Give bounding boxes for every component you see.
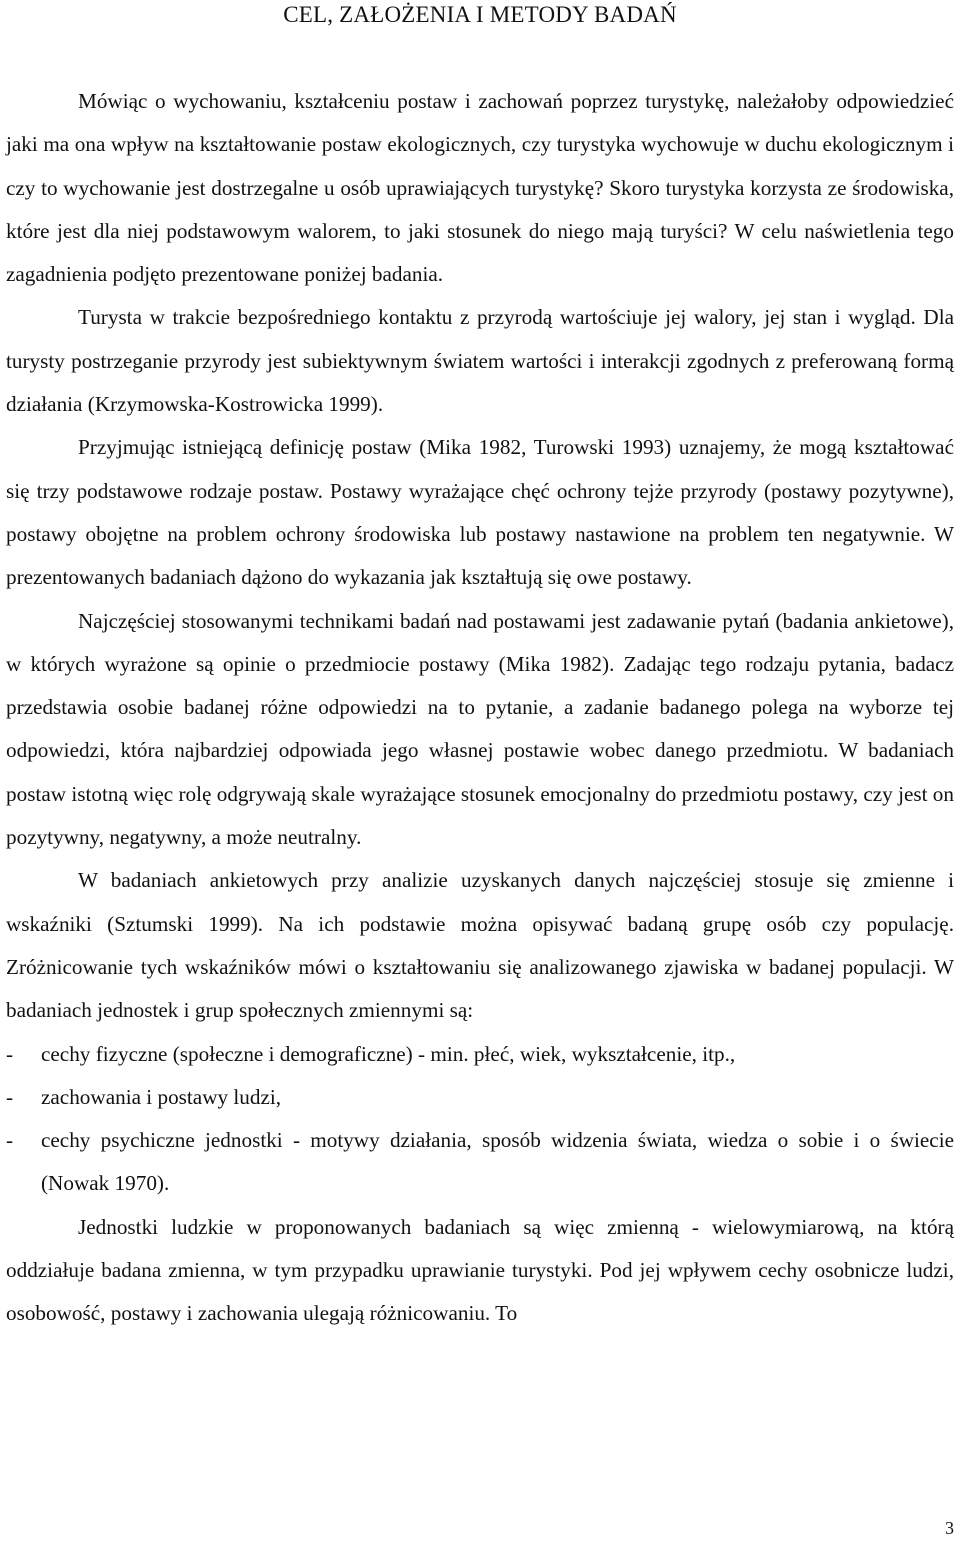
list-dash: - (6, 1128, 14, 1153)
paragraph: W badaniach ankietowych przy analizie uzyskanych danych najczęściej stosuje się zmienne i wskaźniki (Sztumski 1999). Na ich podstawie można opisywać badaną grupę osób czy populację. Zróżnicowanie tych wskaźników mówi o kształtowaniu się analizowanego zjawiska w badanej populacji. W badaniach jednostek i grup społecznych zmiennymi są: (6, 868, 954, 1023)
list-dash: - (6, 1084, 14, 1109)
variables-list (6, 1033, 954, 1206)
list-item-text: cechy psychiczne jednostki - motywy działania, sposób widzenia świata, wiedza o sobie i o świecie (Nowak 1970). (41, 1128, 954, 1196)
list-dash: - (6, 1041, 14, 1066)
chapter-title: CEL, ZAŁOŻENIA I METODY BADAŃ (283, 2, 677, 27)
paragraph: Przyjmując istniejącą definicję postaw (Mika 1982, Turowski 1993) uznajemy, że mogą kształtować się trzy podstawowe rodzaje postaw. Postawy wyrażające chęć ochrony tejże przyrody (postawy pozytywne), postawy obojętne na problem ochrony środowiska lub postawy nastawione na problem ten negatywnie. W prezentowanych badaniach dążono do wykazania jak kształtują się owe postawy. (6, 435, 954, 590)
paragraph: Mówiąc o wychowaniu, kształceniu postaw i zachowań poprzez turystykę, należałoby odpowiedzieć jaki ma ona wpływ na kształtowanie postaw ekologicznych, czy turystyka wychowuje w duchu ekologicznym i czy to wychowanie jest dostrzegalne u osób uprawiających turystykę? Skoro turystyka korzysta ze środowiska, które jest dla niej podstawowym walorem, to jaki stosunek do niego mają turyści? W celu naświetlenia tego zagadnienia podjęto prezentowane poniżej badania. (6, 89, 954, 287)
body-text (6, 80, 954, 1336)
paragraph: Najczęściej stosowanymi technikami badań nad postawami jest zadawanie pytań (badania ankietowe), w których wyrażone są opinie o przedmiocie postawy (Mika 1982). Zadając tego rodzaju pytania, badacz przedstawia osobie badanej różne odpowiedzi na to pytanie, a zadanie badanego polega na wyborze tej odpowiedzi, która najbardziej odpowiada jego własnej postawie wobec danego przedmiotu. W badaniach postaw istotną więc rolę odgrywają skale wyrażające stosunek emocjonalny do przedmiotu postawy, czy jest on pozytywny, negatywny, a może neutralny. (6, 608, 954, 850)
list-item (6, 1076, 954, 1119)
list-item-text: zachowania i postawy ludzi, (41, 1084, 282, 1109)
list-item-text: cechy fizyczne (społeczne i demograficzne) - min. płeć, wiek, wykształcenie, itp., (41, 1041, 736, 1066)
list-item (6, 1033, 954, 1076)
page-number: 3 (945, 1518, 954, 1538)
list-item (6, 1119, 954, 1206)
paragraph: Turysta w trakcie bezpośredniego kontaktu z przyrodą wartościuje jej walory, jej stan i wygląd. Dla turysty postrzeganie przyrody jest subiektywnym światem wartości i interakcji zgodnych z preferowaną formą działania (Krzymowska-Kostrowicka 1999). (6, 305, 954, 417)
closing-paragraph: Jednostki ludzkie w proponowanych badaniach są więc zmienną - wielowymiarową, na którą oddziałuje badana zmienna, w tym przypadku uprawianie turystyki. Pod jej wpływem cechy osobnicze ludzi, osobowość, postawy i zachowania ulegają różnicowaniu. To (6, 1214, 954, 1326)
